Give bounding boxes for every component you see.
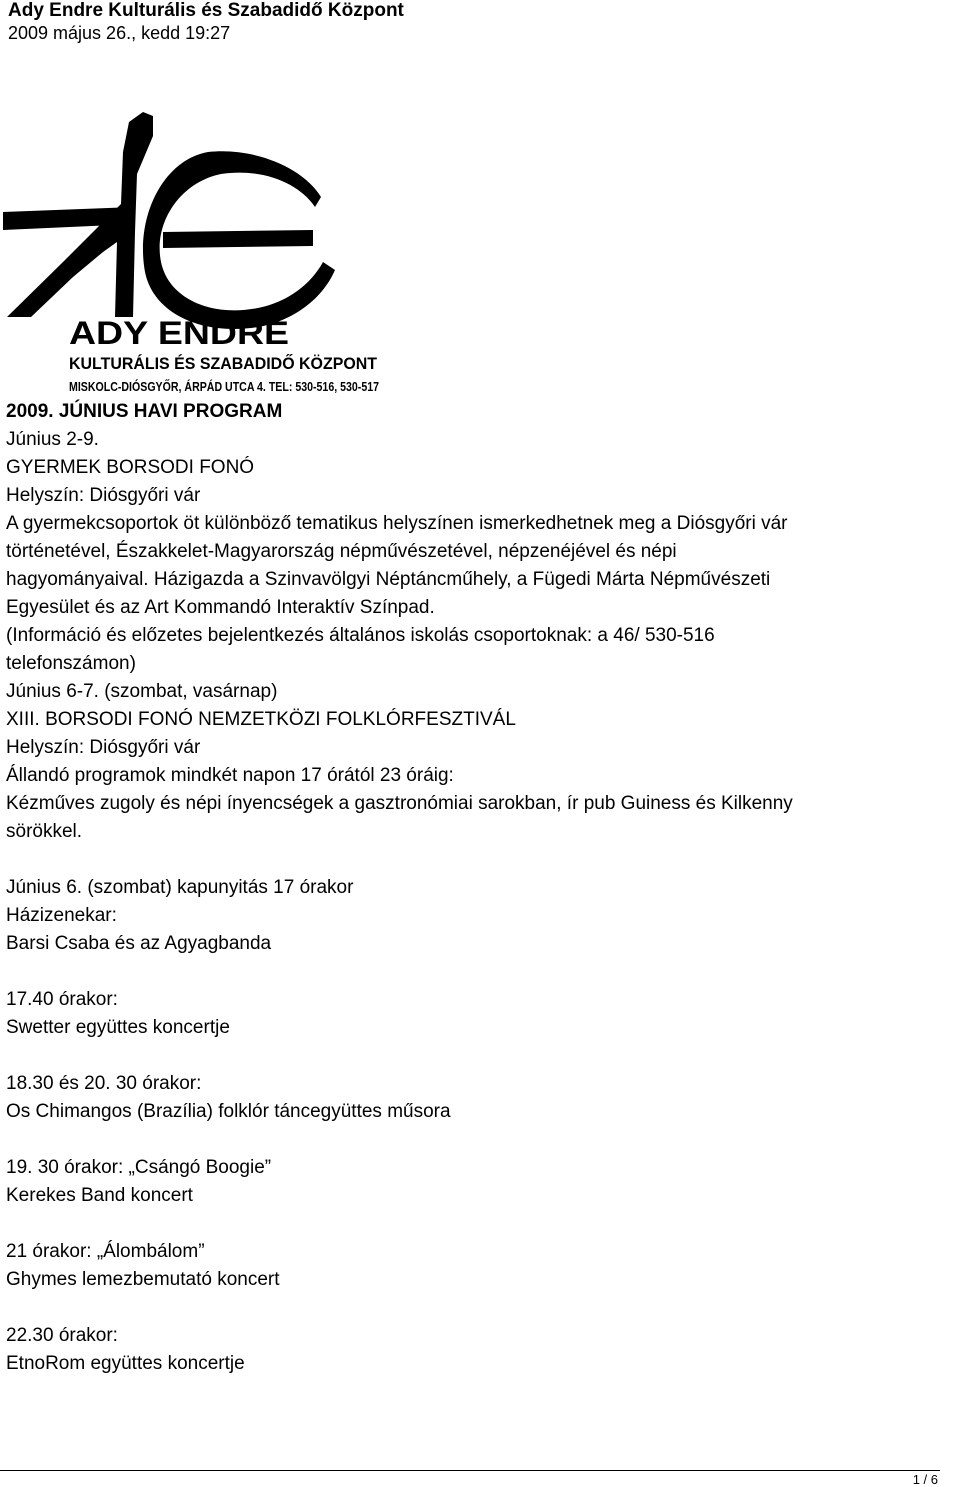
program-line: GYERMEK BORSODI FONÓ	[6, 457, 255, 478]
program-line: 17.40 órakor:	[6, 989, 118, 1010]
program-line: Állandó programok mindkét napon 17 órától 23 óráig:	[6, 765, 454, 786]
program-line: Házizenekar:	[6, 905, 117, 926]
program-line: Barsi Csaba és az Agyagbanda	[6, 933, 272, 954]
program-line: Június 6. (szombat) kapunyitás 17 órakor	[6, 877, 354, 898]
program-heading: 2009. JÚNIUS HAVI PROGRAM	[6, 401, 283, 422]
program-line: Helyszín: Diósgyőri vár	[6, 485, 201, 506]
blank-line	[6, 1042, 946, 1070]
program-line: 22.30 órakor:	[6, 1325, 118, 1346]
blank-line	[6, 1294, 946, 1322]
program-line: Swetter együttes koncertje	[6, 1017, 230, 1038]
page-number: 1 / 6	[912, 1472, 938, 1487]
program-line: Június 2-9.	[6, 429, 99, 450]
blank-line	[6, 1126, 946, 1154]
program-line: 19. 30 órakor: „Csángó Boogie”	[6, 1157, 272, 1178]
program-line: telefonszámon)	[6, 653, 136, 674]
program-line: A gyermekcsoportok öt különböző tematikus helyszínen ismerkedhetnek meg a Diósgyőri vár	[6, 513, 788, 534]
program-line: sörökkel.	[6, 821, 83, 842]
program-line: (Információ és előzetes bejelentkezés általános iskolás csoportoknak: a 46/ 530-516	[6, 625, 715, 646]
blank-line	[6, 1210, 946, 1238]
logo-name: ADY ENDRE	[69, 315, 289, 351]
program-line: Június 6-7. (szombat, vasárnap)	[6, 681, 278, 702]
timestamp: 2009 május 26., kedd 19:27	[8, 23, 231, 43]
footer-divider	[0, 1470, 940, 1471]
program-line: EtnoRom együttes koncertje	[6, 1353, 245, 1374]
program-line: történetével, Északkelet-Magyarország népművészetével, népzenéjével és népi	[6, 541, 677, 562]
logo-subtitle: KULTURÁLIS ÉS SZABADIDŐ KÖZPONT	[69, 354, 378, 373]
blank-line	[6, 958, 946, 986]
program-line: 18.30 és 20. 30 órakor:	[6, 1073, 202, 1094]
ae-monogram-icon	[3, 112, 335, 329]
program-line: Ghymes lemezbemutató koncert	[6, 1269, 280, 1290]
program-line: Helyszín: Diósgyőri vár	[6, 737, 201, 758]
program-content	[6, 398, 946, 1378]
program-line: hagyományaival. Házigazda a Szinvavölgyi Néptáncműhely, a Fügedi Márta Népművészeti	[6, 569, 771, 590]
program-lines	[6, 426, 946, 1378]
blank-line	[6, 846, 946, 874]
program-line: Kézműves zugoly és népi ínyencségek a gasztronómiai sarokban, ír pub Guiness és Kilkenny	[6, 793, 793, 814]
program-line: Os Chimangos (Brazília) folklór táncegyüttes műsora	[6, 1101, 451, 1122]
program-line: XIII. BORSODI FONÓ NEMZETKÖZI FOLKLÓRFESZTIVÁL	[6, 709, 516, 730]
program-line: Egyesület és az Art Kommandó Interaktív Színpad.	[6, 597, 435, 618]
logo-address: MISKOLC-DIÓSGYŐR, ÁRPÁD UTCA 4. TEL: 530-516, 530-517	[69, 379, 379, 394]
page-header	[8, 0, 404, 44]
program-line: 21 órakor: „Álombálom”	[6, 1241, 205, 1262]
site-title: Ady Endre Kulturális és Szabadidő Központ	[8, 0, 404, 21]
program-line: Kerekes Band koncert	[6, 1185, 193, 1206]
ady-endre-logo	[3, 112, 383, 397]
